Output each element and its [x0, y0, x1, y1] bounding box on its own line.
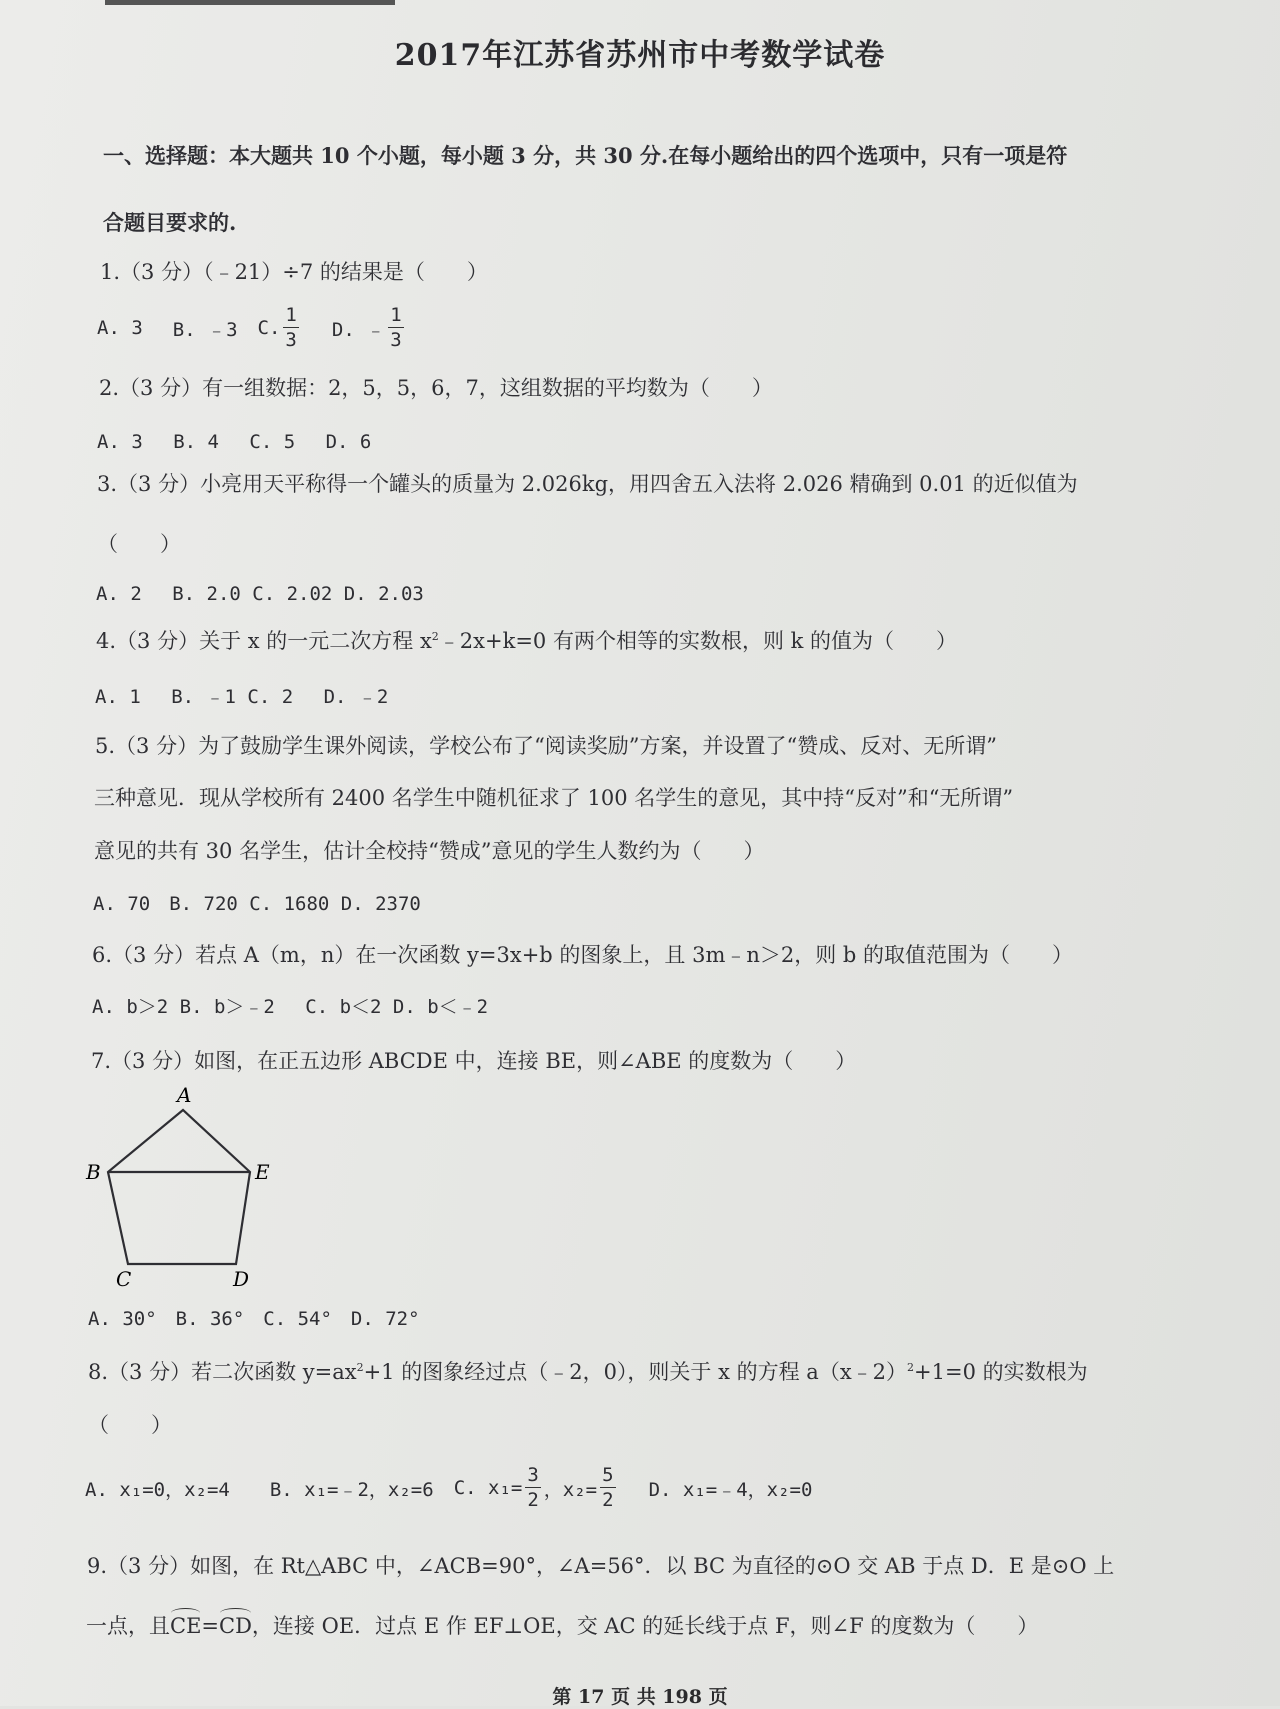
pentagon-outline [108, 1110, 250, 1264]
q1-option-d-prefix: D. ﹣ [331, 318, 386, 341]
section-heading-line2: 合题目要求的. [103, 210, 237, 235]
fraction-numerator: 3 [527, 1464, 539, 1486]
q9-stem-line2-post: ，连接 OE．过点 E 作 EF⊥OE，交 AC 的延长线于点 F，则∠F 的度数为（ ） [251, 1614, 1039, 1638]
q2-stem: 2.（3 分）有一组数据：2，5，5，6，7，这组数据的平均数为（ ） [99, 376, 773, 400]
q1-options [97, 300, 407, 356]
arc-ce: CE [170, 1614, 202, 1638]
q8-stem-line2: （ ） [88, 1413, 172, 1437]
q5-options: A. 70 B. 720 C. 1680 D. 2370 [93, 893, 421, 915]
fraction-numerator: 1 [285, 304, 297, 326]
pentagon-figure [80, 1082, 300, 1292]
vertex-label-a: A [177, 1083, 192, 1107]
q9-stem-line1: 9.（3 分）如图，在 Rt△ABC 中，∠ACB=90°，∠A=56°．以 BC 为直径的⊙O 交 AB 于点 D．E 是⊙O 上 [87, 1554, 1115, 1578]
q8-exponent-2: 2 [907, 1361, 915, 1374]
q4-stem [96, 625, 957, 655]
q8-option-c-prefix: C. x₁= [453, 1477, 523, 1499]
q5-stem-line2: 三种意见．现从学校所有 2400 名学生中随机征求了 100 名学生的意见，其中持“反对”和“无所谓” [94, 786, 1014, 810]
q7-options: A. 30° B. 36° C. 54° D. 72° [88, 1308, 420, 1330]
q3-stem-line2: （ ） [97, 532, 181, 556]
q3-stem-line1: 3.（3 分）小亮用天平称得一个罐头的质量为 2.026kg，用四舍五入法将 2.026 精确到 0.01 的近似值为 [97, 472, 1078, 496]
q9-stem-line2 [86, 1610, 1038, 1640]
q4-stem-pre: 4.（3 分）关于 x 的一元二次方程 x [96, 629, 432, 653]
q6-stem: 6.（3 分）若点 A（m，n）在一次函数 y=3x+b 的图象上，且 3m﹣n＞2，则 b 的取值范围为（ ） [92, 943, 1074, 967]
q4-stem-post: ﹣2x+k=0 有两个相等的实数根，则 k 的值为（ ） [438, 629, 958, 653]
q5-stem-line1: 5.（3 分）为了鼓励学生课外阅读，学校公布了“阅读奖励”方案，并设置了“赞成、反对、无所谓” [95, 734, 998, 758]
pentagon-svg [80, 1082, 300, 1292]
fraction-numerator: 5 [602, 1464, 614, 1486]
vertex-label-c: C [116, 1267, 132, 1291]
fraction-numerator: 1 [390, 304, 402, 326]
q8-option-c-fraction-1 [525, 1466, 540, 1510]
q8-exponent-1: 2 [356, 1361, 364, 1374]
section-heading-line1: 一、选择题：本大题共 10 个小题，每小题 3 分，共 30 分.在每小题给出的四个选项中，只有一项是符 [103, 143, 1068, 168]
q8-stem-line1 [88, 1356, 1088, 1386]
fraction-denominator: 3 [390, 329, 402, 351]
page-footer: 第 17 页 共 198 页 [552, 1686, 728, 1708]
q2-options: A. 3 B. 4 C. 5 D. 6 [97, 431, 372, 453]
q3-options: A. 2 B. 2.0 C. 2.02 D. 2.03 [96, 583, 424, 605]
top-edge-bar [105, 0, 395, 5]
q1-option-b: B. ﹣3 [172, 318, 238, 341]
q1-option-c-fraction [283, 306, 298, 350]
exam-title: 2017年江苏省苏州市中考数学试卷 [394, 38, 886, 73]
q8-options [85, 1458, 812, 1518]
q8-option-c-mid: ，x₂= [543, 1478, 598, 1501]
q1-stem: 1.（3 分）（﹣21）÷7 的结果是（ ） [100, 260, 488, 284]
fraction-denominator: 2 [602, 1489, 614, 1511]
q7-stem: 7.（3 分）如图，在正五边形 ABCDE 中，连接 BE，则∠ABE 的度数为（ ） [91, 1049, 857, 1073]
q5-stem-line3: 意见的共有 30 名学生，估计全校持“赞成”意见的学生人数约为（ ） [94, 839, 765, 863]
arc-cd: CD [219, 1614, 252, 1638]
vertex-label-d: D [233, 1267, 250, 1291]
vertex-label-b: B [86, 1160, 101, 1184]
q4-options: A. 1 B. ﹣1 C. 2 D. ﹣2 [95, 686, 389, 708]
q8-stem-b: +1 的图象经过点（﹣2，0），则关于 x 的方程 a（x﹣2） [363, 1360, 908, 1384]
q6-options: A. b＞2 B. b＞﹣2 C. b＜2 D. b＜﹣2 [92, 996, 489, 1018]
q1-option-a: A. 3 [97, 317, 143, 339]
q1-option-c-prefix: C. [257, 317, 281, 339]
q8-option-a: A. x₁=0，x₂=4 [85, 1478, 230, 1501]
vertex-label-e: E [255, 1160, 270, 1184]
q1-option-d-fraction [388, 306, 403, 350]
fraction-denominator: 3 [285, 329, 297, 351]
arc-equals: = [201, 1614, 220, 1638]
q8-stem-c: +1=0 的实数根为 [914, 1360, 1088, 1384]
fraction-denominator: 2 [527, 1489, 539, 1511]
q4-exponent: 2 [431, 630, 439, 643]
q8-option-b: B. x₁=﹣2，x₂=6 [269, 1478, 434, 1501]
q8-stem-a: 8.（3 分）若二次函数 y=ax [88, 1360, 357, 1384]
q8-option-c-fraction-2 [600, 1466, 615, 1510]
q8-option-d: D. x₁=﹣4，x₂=0 [648, 1478, 813, 1501]
q9-stem-line2-pre: 一点，且 [86, 1614, 170, 1638]
